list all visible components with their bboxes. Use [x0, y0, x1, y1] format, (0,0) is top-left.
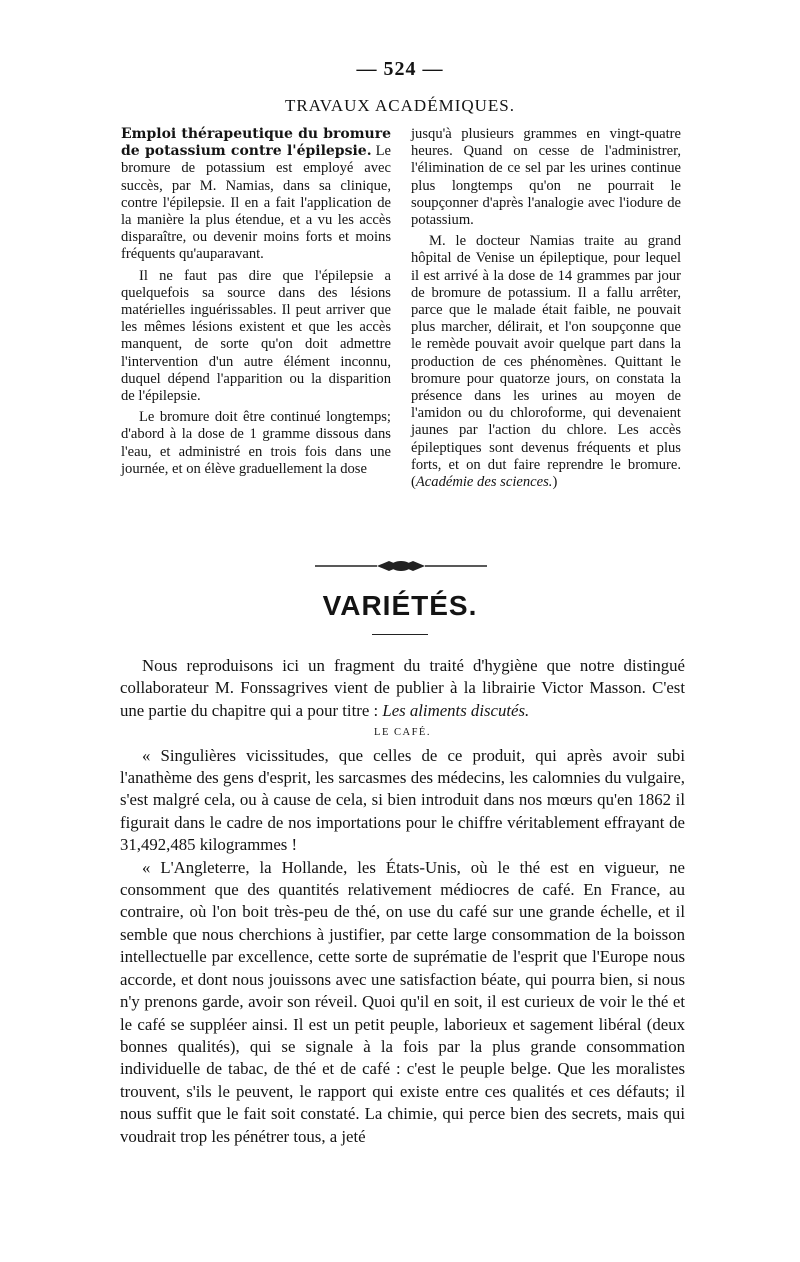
right-column — [411, 126, 681, 495]
two-column-article — [121, 126, 681, 495]
title-rule — [372, 634, 428, 635]
article-paragraph: Il ne faut pas dire que l'épilepsie a quelquefois sa source dans des lésions matérielles inguérissables. Il peut arriver que les mêmes lésions existent et que les accès manquent, de sorte qu'on doit admettre l'intervention d'un autre élément inconnu, duquel dépend l'apparition ou la disparition de l'épilepsie. — [121, 267, 391, 405]
article-paragraph — [411, 233, 681, 491]
section-title: VARIÉTÉS. — [322, 590, 478, 621]
article-paragraph: jusqu'à plusieurs grammes en vingt-quatre heures. Quand on cesse de l'administrer, l'élimination de ce sel par les urines continue plus longtemps qu'on ne pourrait le soupçonner d'après l'analogie avec l'iodure de potassium. — [411, 126, 681, 229]
body-paragraph: « L'Angleterre, la Hollande, les États-Unis, où le thé est en vigueur, ne consomment que des quantités relativement médiocres de café. En France, au contraire, où l'on boit très-peu de thé, on use du café sur une grande échelle, et il semble que nous cherchions à justifier, par cette large consommation de la boisson intellectuelle par excellence, cette sorte de suprématie de l'esprit que l'Europe nous accorde, et dont nous jouissons avec une satisfaction béate, qui pourra bien, si nous n'y prenons garde, avoir son réveil. Quoi qu'il en soit, il est curieux de voir le thé et le café se suppléer ainsi. Il est un petit peuple, laborieux et sagement libéral (deux bonnes qualités), qui se signale à la fois par la plus grande consommation individuelle de tabac, de thé et de café : c'est le peuple belge. Que les moralistes trouvent, s'ils le peuvent, le rapport qui existe entre ces qualités et ces défauts; il nous suffit que le fait soit constaté. La chimie, qui perce bien des secrets, mais qui voudrait trop les pénétrer tous, a jeté — [120, 857, 685, 1146]
article-paragraph: Le bromure doit être continué longtemps; d'abord à la dose de 1 gramme dissous dans l'eau, et administré en trois fois dans une journée, et on élève graduellement la dose — [121, 409, 391, 477]
article-paragraph — [121, 126, 391, 264]
body-paragraph: « Singulières vicissitudes, que celles de ce produit, qui après avoir subi l'anathème des gens d'esprit, les sarcasmes des médecins, les calomnies du vulgaire, s'est malgré cela, ou à cause de cela, si bien introduit dans nos mœurs qu'en 1862 il figurait dans le cadre de nos importations pour le chiffre véritablement effrayant de 31,492,485 kilogrammes ! — [120, 745, 685, 855]
ornament-divider — [315, 558, 487, 574]
intro-text: Nous reproduisons ici un fragment du traité d'hygiène que notre distingué collaborateur M. Fonssagrives vient de publier à la librairie Victor Masson. C'est une partie du chapitre qui a pour titre : — [120, 656, 685, 720]
left-column — [121, 126, 391, 495]
article-text: M. le docteur Namias traite au grand hôpital de Venise un épileptique, pour lequel il est arrivé à la dose de 14 grammes par jour de bromure de potassium. Il a fallu arrêter, parce que le malade était faible, ne pouvait plus marcher, délirait, et l'on soupçonne que le remède pouvait avoir quelque part dans la production de ces phénomènes. Quittant le bromure pour quatorze jours, on constata la présence dans les urines au moyen de l'amidon ou du chloroforme, qui devenaient jaunes par l'action du chlore. Les accès épileptiques sont devenus fréquents et plus forts, et on dut faire reprendre le bromure. ( — [411, 233, 681, 491]
article-title: Emploi thérapeutique du bromure de potassium contre l'épilepsie. — [121, 126, 391, 160]
main-text — [120, 655, 685, 1148]
article-text: ) — [552, 474, 558, 491]
source-citation: Académie des sciences. — [415, 474, 553, 491]
chapter-title: Les aliments discutés. — [382, 700, 530, 720]
page-number: — 524 — — [356, 58, 444, 80]
article-text: Le bromure de potassium est employé avec succès, par M. Namias, dans sa clinique, contre l'épilepsie. Il en a fait l'application de la manière la plus étendue, et a vu les accès disparaître, ou devenir moins forts et moins fréquents qu'auparavant. — [121, 143, 391, 263]
running-head: TRAVAUX ACADÉMIQUES. — [284, 96, 515, 115]
intro-paragraph — [120, 655, 685, 722]
subheading: LE CAFÉ. — [374, 727, 431, 739]
